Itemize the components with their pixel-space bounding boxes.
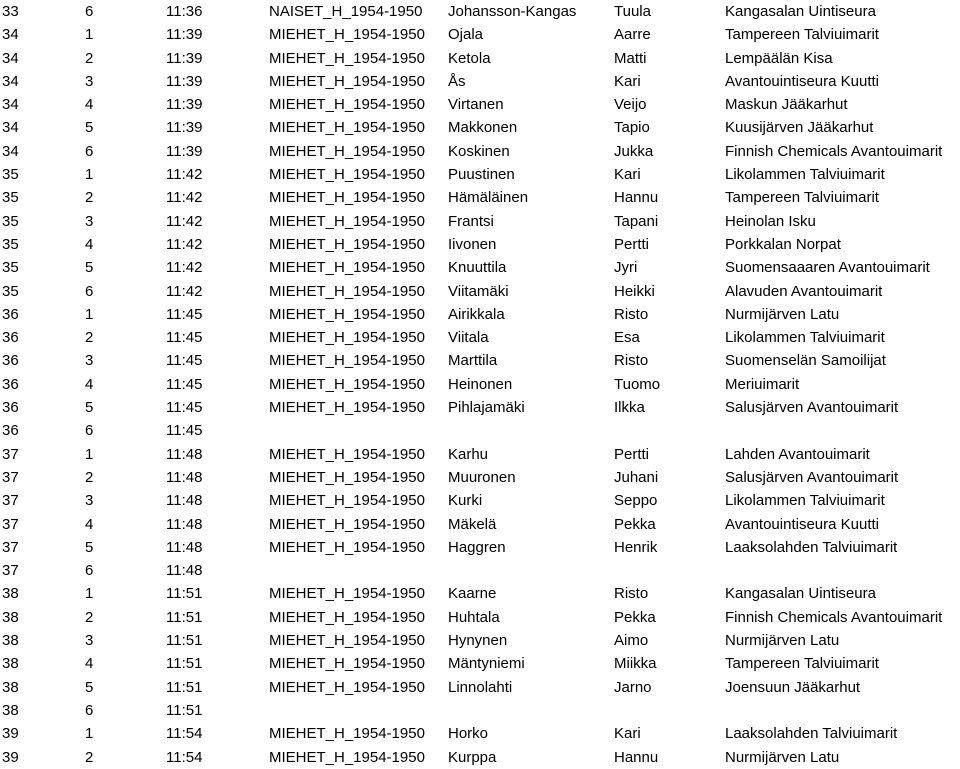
lane-number-cell: 3	[85, 72, 94, 90]
heat-number-cell: 39	[2, 748, 19, 766]
club-name-cell: Lempäälän Kisa	[725, 49, 833, 67]
heat-number-cell: 36	[2, 352, 19, 370]
table-row	[0, 93, 960, 116]
club-name-cell: Avantouintiseura Kuutti	[725, 515, 879, 533]
club-name-cell: Salusjärven Avantouimarit	[725, 468, 899, 486]
first-name-cell	[614, 699, 725, 722]
first-name-cell: Esa	[614, 329, 640, 347]
start-time-cell: 11:45	[166, 305, 203, 323]
table-row	[0, 0, 960, 23]
lane-number-cell: 3	[85, 212, 94, 230]
series-class-cell: MIEHET_H_1954-1950	[269, 515, 425, 533]
series-class-cell: MIEHET_H_1954-1950	[269, 608, 425, 626]
start-time-cell: 11:54	[166, 725, 203, 743]
last-name-cell: Karhu	[448, 445, 489, 463]
first-name-cell: Veijo	[614, 96, 647, 114]
heat-number-cell: 39	[2, 725, 19, 743]
first-name-cell: Pekka	[614, 608, 656, 626]
series-class-cell: MIEHET_H_1954-1950	[269, 259, 425, 277]
club-name-cell: Avantouintiseura Kuutti	[725, 72, 879, 90]
start-time-cell: 11:42	[166, 259, 203, 277]
series-class-cell: MIEHET_H_1954-1950	[269, 725, 425, 743]
club-name-cell: Tampereen Talviuimarit	[725, 26, 879, 44]
heat-number-cell: 37	[2, 445, 19, 463]
first-name-cell: Juhani	[614, 468, 659, 486]
lane-number-cell: 5	[85, 678, 94, 696]
start-time-cell: 11:39	[166, 96, 203, 114]
last-name-cell: Pihlajamäki	[448, 399, 525, 417]
table-row	[0, 559, 960, 582]
start-time-cell: 11:48	[166, 468, 203, 486]
start-time-cell: 11:45	[166, 329, 203, 347]
club-name-cell: Suomensaaaren Avantouimarit	[725, 259, 930, 277]
lane-number-cell: 4	[85, 375, 94, 393]
heat-number-cell: 37	[2, 468, 19, 486]
lane-number-cell: 4	[85, 655, 94, 673]
start-time-cell: 11:39	[166, 72, 203, 90]
series-class-cell: NAISET_H_1954-1950	[269, 3, 423, 20]
last-name-cell: Kurki	[448, 492, 483, 510]
last-name-cell: Viitala	[448, 329, 489, 347]
lane-number-cell: 6	[85, 282, 94, 300]
series-class-cell: MIEHET_H_1954-1950	[269, 655, 425, 673]
last-name-cell: Ketola	[448, 49, 491, 67]
table-row	[0, 699, 960, 722]
series-class-cell: MIEHET_H_1954-1950	[269, 468, 425, 486]
series-class-cell: MIEHET_H_1954-1950	[269, 119, 425, 137]
club-name-cell: Nurmijärven Latu	[725, 632, 840, 650]
series-class-cell: MIEHET_H_1954-1950	[269, 282, 425, 300]
first-name-cell: Jarno	[614, 678, 652, 696]
club-name-cell: Salusjärven Avantouimarit	[725, 399, 899, 417]
start-time-cell: 11:48	[166, 492, 203, 510]
lane-number-cell: 5	[85, 538, 94, 556]
start-time-cell: 11:39	[166, 26, 203, 44]
series-class-cell	[269, 559, 448, 582]
club-name-cell: Kuusijärven Jääkarhut	[725, 119, 874, 137]
start-time-cell: 11:51	[166, 632, 203, 650]
club-name-cell: Likolammen Talviuimarit	[725, 329, 885, 347]
heat-number-cell: 34	[2, 119, 19, 137]
last-name-cell: Virtanen	[448, 96, 504, 114]
first-name-cell: Miikka	[614, 655, 657, 673]
lane-number-cell: 2	[85, 189, 94, 207]
club-name-cell: Alavuden Avantouimarit	[725, 282, 883, 300]
table-row	[0, 489, 960, 512]
last-name-cell: Marttila	[448, 352, 498, 370]
first-name-cell: Kari	[614, 725, 641, 743]
first-name-cell: Aarre	[614, 26, 651, 44]
heat-number-cell: 34	[2, 72, 19, 90]
club-name-cell	[725, 419, 960, 442]
series-class-cell: MIEHET_H_1954-1950	[269, 632, 425, 650]
club-name-cell: Suomenselän Samoilijat	[725, 352, 886, 370]
club-name-cell: Nurmijärven Latu	[725, 305, 840, 323]
table-row	[0, 186, 960, 209]
series-class-cell: MIEHET_H_1954-1950	[269, 26, 425, 44]
table-row	[0, 280, 960, 303]
lane-number-cell: 5	[85, 119, 94, 137]
table-row	[0, 722, 960, 745]
table-row	[0, 256, 960, 279]
series-class-cell: MIEHET_H_1954-1950	[269, 142, 425, 160]
first-name-cell: Ilkka	[614, 399, 645, 417]
start-time-cell: 11:42	[166, 212, 203, 230]
lane-number-cell: 2	[85, 468, 94, 486]
start-time-cell: 11:51	[166, 585, 203, 603]
start-time-cell: 11:51	[166, 608, 203, 626]
series-class-cell: MIEHET_H_1954-1950	[269, 445, 425, 463]
first-name-cell: Pekka	[614, 515, 656, 533]
last-name-cell: Puustinen	[448, 166, 515, 184]
last-name-cell: Frantsi	[448, 212, 494, 230]
heat-number-cell: 34	[2, 26, 19, 44]
last-name-cell: Iivonen	[448, 235, 497, 253]
first-name-cell: Seppo	[614, 492, 658, 510]
lane-number-cell: 2	[85, 49, 94, 67]
last-name-cell: Linnolahti	[448, 678, 513, 696]
series-class-cell	[269, 699, 448, 722]
heat-number-cell: 37	[2, 515, 19, 533]
series-class-cell	[269, 419, 448, 442]
club-name-cell: Kangasalan Uintiseura	[725, 3, 876, 20]
last-name-cell: Viitamäki	[448, 282, 509, 300]
table-row	[0, 70, 960, 93]
start-time-cell: 11:48	[166, 538, 203, 556]
table-row	[0, 606, 960, 629]
lane-number-cell: 6	[85, 3, 94, 20]
table-row	[0, 396, 960, 419]
first-name-cell: Aimo	[614, 632, 649, 650]
start-time-cell: 11:51	[166, 701, 203, 719]
club-name-cell: Meriuimarit	[725, 375, 800, 393]
start-time-cell: 11:45	[166, 375, 203, 393]
lane-number-cell: 4	[85, 235, 94, 253]
lane-number-cell: 1	[85, 725, 94, 743]
series-class-cell: MIEHET_H_1954-1950	[269, 166, 425, 184]
last-name-cell: Makkonen	[448, 119, 518, 137]
lane-number-cell: 6	[85, 422, 94, 440]
table-row	[0, 116, 960, 139]
table-row	[0, 582, 960, 605]
last-name-cell: Koskinen	[448, 142, 510, 160]
heat-number-cell: 35	[2, 212, 19, 230]
series-class-cell: MIEHET_H_1954-1950	[269, 375, 425, 393]
last-name-cell: Hynynen	[448, 632, 508, 650]
first-name-cell: Tapio	[614, 119, 650, 137]
series-class-cell: MIEHET_H_1954-1950	[269, 96, 425, 114]
lane-number-cell: 1	[85, 26, 94, 44]
last-name-cell: Hämäläinen	[448, 189, 529, 207]
first-name-cell: Tapani	[614, 212, 659, 230]
first-name-cell: Kari	[614, 166, 641, 184]
table-row	[0, 140, 960, 163]
lane-number-cell: 5	[85, 399, 94, 417]
last-name-cell	[448, 699, 614, 722]
first-name-cell: Jukka	[614, 142, 654, 160]
table-row	[0, 23, 960, 46]
first-name-cell: Hannu	[614, 189, 659, 207]
last-name-cell: Mäkelä	[448, 515, 497, 533]
series-class-cell: MIEHET_H_1954-1950	[269, 748, 425, 766]
start-time-cell: 11:36	[166, 3, 203, 20]
start-time-cell: 11:45	[166, 399, 203, 417]
heat-number-cell: 36	[2, 305, 19, 323]
table-row	[0, 210, 960, 233]
series-class-cell: MIEHET_H_1954-1950	[269, 329, 425, 347]
heat-number-cell: 38	[2, 632, 19, 650]
lane-number-cell: 3	[85, 352, 94, 370]
series-class-cell: MIEHET_H_1954-1950	[269, 352, 425, 370]
club-name-cell: Joensuun Jääkarhut	[725, 678, 861, 696]
first-name-cell: Heikki	[614, 282, 655, 300]
heat-number-cell: 37	[2, 562, 19, 580]
club-name-cell: Heinolan Isku	[725, 212, 816, 230]
club-name-cell: Likolammen Talviuimarit	[725, 492, 885, 510]
lane-number-cell: 4	[85, 515, 94, 533]
start-time-cell: 11:42	[166, 235, 203, 253]
first-name-cell: Kari	[614, 72, 641, 90]
last-name-cell: Ås	[448, 72, 466, 90]
heat-number-cell: 38	[2, 585, 19, 603]
club-name-cell: Laaksolahden Talviuimarit	[725, 538, 898, 556]
start-time-cell: 11:48	[166, 445, 203, 463]
club-name-cell: Kangasalan Uintiseura	[725, 585, 876, 603]
first-name-cell	[614, 559, 725, 582]
heat-number-cell: 35	[2, 235, 19, 253]
heat-number-cell: 35	[2, 166, 19, 184]
first-name-cell: Pertti	[614, 235, 650, 253]
table-row	[0, 233, 960, 256]
heat-number-cell: 34	[2, 142, 19, 160]
start-time-cell: 11:45	[166, 352, 203, 370]
last-name-cell	[448, 419, 614, 442]
start-time-cell: 11:51	[166, 678, 203, 696]
heat-number-cell: 37	[2, 492, 19, 510]
first-name-cell: Risto	[614, 585, 649, 603]
heat-number-cell: 34	[2, 96, 19, 114]
club-name-cell: Lahden Avantouimarit	[725, 445, 870, 463]
heat-number-cell: 36	[2, 422, 19, 440]
lane-number-cell: 4	[85, 96, 94, 114]
start-time-cell: 11:39	[166, 119, 203, 137]
table-row	[0, 746, 960, 769]
lane-number-cell: 3	[85, 632, 94, 650]
first-name-cell: Henrik	[614, 538, 658, 556]
first-name-cell: Tuomo	[614, 375, 661, 393]
start-time-cell: 11:42	[166, 166, 203, 184]
last-name-cell: Knuuttila	[448, 259, 507, 277]
start-time-cell: 11:42	[166, 189, 203, 207]
series-class-cell: MIEHET_H_1954-1950	[269, 538, 425, 556]
series-class-cell: MIEHET_H_1954-1950	[269, 72, 425, 90]
heat-number-cell: 38	[2, 655, 19, 673]
start-time-cell: 11:48	[166, 562, 203, 580]
series-class-cell: MIEHET_H_1954-1950	[269, 49, 425, 67]
last-name-cell	[448, 559, 614, 582]
club-name-cell: Nurmijärven Latu	[725, 748, 840, 766]
start-time-cell: 11:54	[166, 748, 203, 766]
series-class-cell: MIEHET_H_1954-1950	[269, 235, 425, 253]
first-name-cell: Risto	[614, 352, 649, 370]
first-name-cell: Matti	[614, 49, 647, 67]
table-row	[0, 419, 960, 442]
club-name-cell: Maskun Jääkarhut	[725, 96, 848, 114]
club-name-cell	[725, 559, 960, 582]
heat-number-cell: 35	[2, 282, 19, 300]
club-name-cell: Porkkalan Norpat	[725, 235, 841, 253]
lane-number-cell: 2	[85, 329, 94, 347]
first-name-cell: Hannu	[614, 748, 659, 766]
heat-number-cell: 37	[2, 538, 19, 556]
heat-number-cell: 38	[2, 678, 19, 696]
first-name-cell: Jyri	[614, 259, 638, 277]
last-name-cell: Airikkala	[448, 305, 505, 323]
table-row	[0, 326, 960, 349]
start-time-cell: 11:45	[166, 422, 203, 440]
first-name-cell: Pertti	[614, 445, 650, 463]
lane-number-cell: 1	[85, 305, 94, 323]
table-row	[0, 513, 960, 536]
table-row	[0, 163, 960, 186]
lane-number-cell: 2	[85, 608, 94, 626]
lane-number-cell: 3	[85, 492, 94, 510]
start-time-cell: 11:42	[166, 282, 203, 300]
series-class-cell: MIEHET_H_1954-1950	[269, 585, 425, 603]
table-row	[0, 629, 960, 652]
start-time-cell: 11:48	[166, 515, 203, 533]
series-class-cell: MIEHET_H_1954-1950	[269, 189, 425, 207]
table-row	[0, 47, 960, 70]
lane-number-cell: 6	[85, 142, 94, 160]
club-name-cell	[725, 699, 960, 722]
last-name-cell: Johansson-Kangas	[448, 3, 577, 20]
table-row	[0, 303, 960, 326]
club-name-cell: Likolammen Talviuimarit	[725, 166, 885, 184]
lane-number-cell: 6	[85, 701, 94, 719]
first-name-cell: Risto	[614, 305, 649, 323]
start-time-cell: 11:39	[166, 49, 203, 67]
heat-number-cell: 35	[2, 189, 19, 207]
series-class-cell: MIEHET_H_1954-1950	[269, 492, 425, 510]
table-row	[0, 676, 960, 699]
last-name-cell: Heinonen	[448, 375, 513, 393]
series-class-cell: MIEHET_H_1954-1950	[269, 678, 425, 696]
last-name-cell: Huhtala	[448, 608, 500, 626]
series-class-cell: MIEHET_H_1954-1950	[269, 399, 425, 417]
lane-number-cell: 2	[85, 748, 94, 766]
heat-number-cell: 34	[2, 49, 19, 67]
club-name-cell: Tampereen Talviuimarit	[725, 189, 879, 207]
lane-number-cell: 1	[85, 166, 94, 184]
heat-number-cell: 38	[2, 701, 19, 719]
last-name-cell: Haggren	[448, 538, 506, 556]
club-name-cell: Tampereen Talviuimarit	[725, 655, 879, 673]
heat-number-cell: 35	[2, 259, 19, 277]
heat-number-cell: 38	[2, 608, 19, 626]
heat-number-cell: 36	[2, 329, 19, 347]
table-row	[0, 466, 960, 489]
last-name-cell: Kaarne	[448, 585, 497, 603]
start-time-cell: 11:51	[166, 655, 203, 673]
last-name-cell: Mäntyniemi	[448, 655, 525, 673]
lane-number-cell: 1	[85, 445, 94, 463]
lane-number-cell: 1	[85, 585, 94, 603]
lane-number-cell: 6	[85, 562, 94, 580]
last-name-cell: Horko	[448, 725, 489, 743]
table-row	[0, 373, 960, 396]
heat-number-cell: 36	[2, 375, 19, 393]
series-class-cell: MIEHET_H_1954-1950	[269, 212, 425, 230]
first-name-cell	[614, 419, 725, 442]
heat-number-cell: 36	[2, 399, 19, 417]
heat-number-cell: 33	[2, 3, 19, 20]
table-row	[0, 443, 960, 466]
table-row	[0, 349, 960, 372]
last-name-cell: Muuronen	[448, 468, 516, 486]
first-name-cell: Tuula	[614, 3, 651, 20]
club-name-cell: Laaksolahden Talviuimarit	[725, 725, 898, 743]
last-name-cell: Ojala	[448, 26, 484, 44]
series-class-cell: MIEHET_H_1954-1950	[269, 305, 425, 323]
club-name-cell: Finnish Chemicals Avantouimarit	[725, 608, 943, 626]
last-name-cell: Kurppa	[448, 748, 497, 766]
lane-number-cell: 5	[85, 259, 94, 277]
table-row	[0, 652, 960, 675]
club-name-cell: Finnish Chemicals Avantouimarit	[725, 142, 943, 160]
table-row	[0, 536, 960, 559]
start-time-cell: 11:39	[166, 142, 203, 160]
